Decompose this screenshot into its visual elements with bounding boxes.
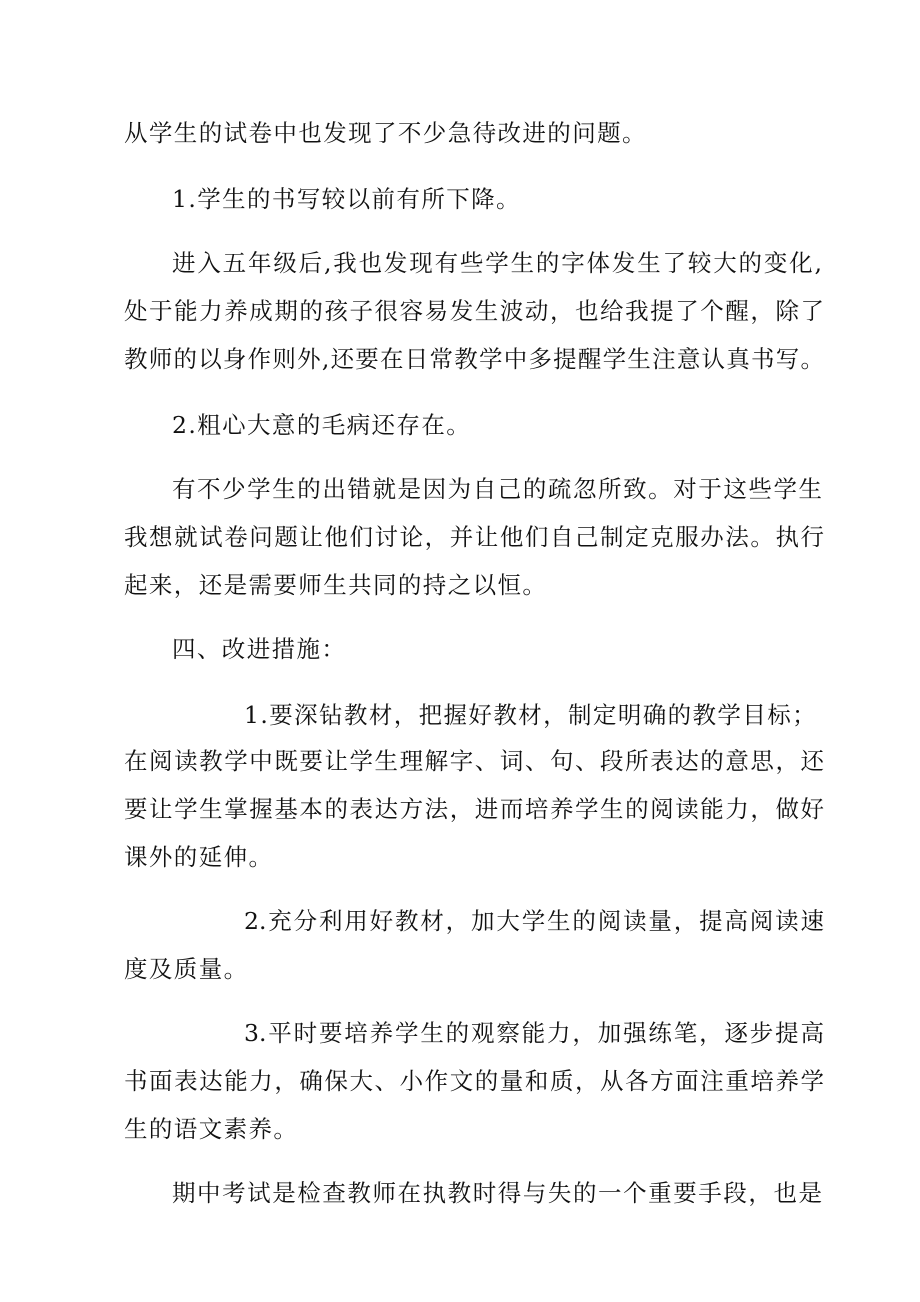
text-line: 3.平时要培养学生的观察能力，加强练笔，逐步提高 (244, 1019, 824, 1047)
text-line: 期中考试是检查教师在执教时得与失的一个重要手段，也是 (172, 1179, 822, 1207)
text-line: 在阅读教学中既要让学生理解字、词、句、段所表达的意思，还 (124, 747, 824, 775)
text-line: 教师的以身作则外,还要在日常教学中多提醒学生注意认真书写。 (124, 345, 824, 373)
text-line: 处于能力养成期的孩子很容易发生波动，也给我提了个醒，除了 (124, 297, 824, 325)
text-line: 生的语文素养。 (124, 1115, 299, 1143)
text-line: 从学生的试卷中也发现了不少急待改进的问题。 (124, 119, 647, 147)
text-line: 课外的延伸。 (124, 843, 274, 871)
text-line: 1.学生的书写较以前有所下降。 (172, 185, 521, 213)
text-line: 四、改进措施： (172, 635, 347, 663)
text-line: 2.粗心大意的毛病还存在。 (172, 411, 472, 439)
text-line: 有不少学生的出错就是因为自己的疏忽所致。对于这些学生 (172, 475, 822, 503)
text-line: 我想就试卷问题让他们讨论，并让他们自己制定克服办法。执行 (124, 523, 824, 551)
text-line: 起来，还是需要师生共同的持之以恒。 (124, 571, 548, 599)
text-line: 进入五年级后,我也发现有些学生的字体发生了较大的变化, (172, 249, 822, 277)
text-line: 要让学生掌握基本的表达方法，进而培养学生的阅读能力，做好 (124, 795, 824, 823)
text-line: 1.要深钻教材，把握好教材，制定明确的教学目标； (244, 701, 818, 729)
text-line: 2.充分利用好教材，加大学生的阅读量，提高阅读速 (244, 907, 824, 935)
text-line: 书面表达能力，确保大、小作文的量和质，从各方面注重培养学 (124, 1067, 824, 1095)
text-line: 度及质量。 (124, 955, 249, 983)
